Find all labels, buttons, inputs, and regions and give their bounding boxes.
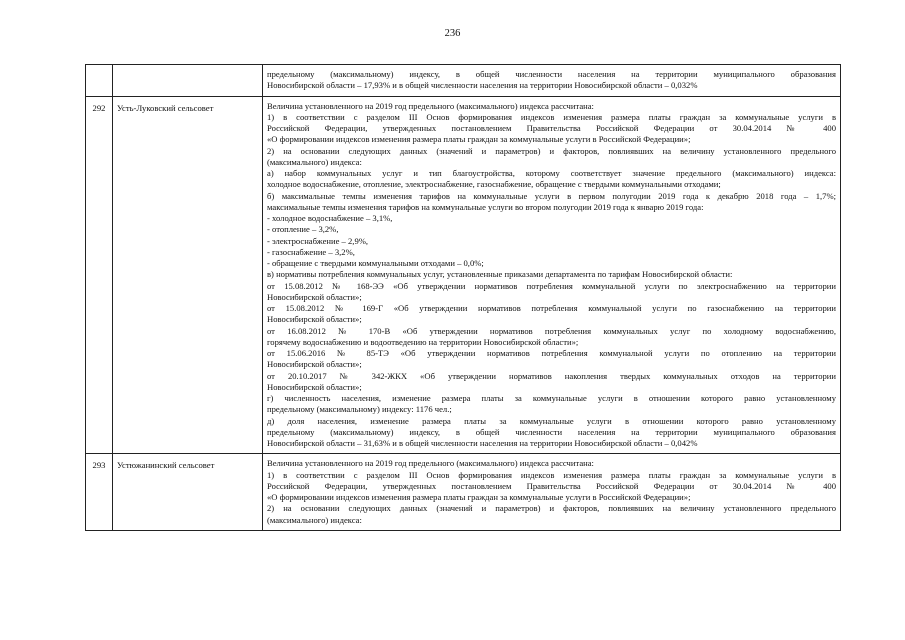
settlement-name-cell xyxy=(113,65,263,97)
index-description-cell xyxy=(263,65,841,97)
text-line: «О формировании индексов изменения размера платы граждан за коммунальные услуги в Российской Федерации»; xyxy=(267,492,691,502)
text-line: Новосибирской области»; xyxy=(267,359,362,370)
index-description-cell xyxy=(263,96,841,454)
settlement-name-cell: Устюжанинский сельсовет xyxy=(113,454,263,531)
text-line: Российской Федерации, утвержденных постановлением Правительства Российской Федерации от 30.04.2014 № 400 xyxy=(267,123,836,133)
text-line: Новосибирской области»; xyxy=(267,314,362,325)
text-line: (максимального) индекса: xyxy=(267,514,362,525)
text-line: Величина установленного на 2019 год предельного (максимального) индекса рассчитана: xyxy=(267,100,594,111)
text-line: предельному (максимальному) индексу: 1176 чел.; xyxy=(267,404,452,415)
text-line: «О формировании индексов изменения размера платы граждан за коммунальные услуги в Российской Федерации»; xyxy=(267,134,691,145)
text-line: Новосибирской области»; xyxy=(267,381,362,392)
index-description-cell xyxy=(263,454,841,531)
text-line: - электроснабжение – 2,9%, xyxy=(267,235,369,246)
text-line: от 15.08.2012 № 168-ЭЭ «Об утверждении нормативов потребления коммунальной услуги по электроснабжению на территории xyxy=(267,280,836,291)
text-line: Величина установленного на 2019 год предельного (максимального) индекса рассчитана: xyxy=(267,458,594,469)
text-line: - обращение с твердыми коммунальными отходами – 0,0%; xyxy=(267,258,484,268)
text-line: от 16.08.2012 № 170-В «Об утверждении нормативов потребления коммунальных услуг по холодному водоснабжению, xyxy=(267,325,836,336)
table-row xyxy=(86,65,841,97)
text-line: от 15.08.2012 № 169-Г «Об утверждении нормативов потребления коммунальной услуги по газоснабжению на территории xyxy=(267,303,836,313)
text-line: - газоснабжение – 3,2%, xyxy=(267,246,355,257)
text-line: - отопление – 3,2%, xyxy=(267,224,339,235)
text-line: Российской Федерации, утвержденных постановлением Правительства Российской Федерации от 30.04.2014 № 400 xyxy=(267,480,836,491)
text-line: предельному (максимальному) индексу, в общей численности населения на территории муниципального образования xyxy=(267,426,836,437)
text-line: от 20.10.2017 № 342-ЖКХ «Об утверждении нормативов накопления твердых коммунальных отходов на территории xyxy=(267,370,836,381)
text-line: (максимального) индекса: xyxy=(267,156,362,167)
table-row xyxy=(86,454,841,531)
text-line: холодное водоснабжение, отопление, электроснабжение, газоснабжение, обращение с твердыми коммунальными отходами; xyxy=(267,179,721,190)
text-line: а) набор коммунальных услуг и тип благоустройства, которому соответствует значение предельного (максимального) индекса: xyxy=(267,168,836,178)
row-number-cell: 292 xyxy=(86,96,113,454)
table-row xyxy=(86,96,841,454)
page-number: 236 xyxy=(444,28,461,39)
text-line: б) максимальные темпы изменения тарифов на коммунальные услуги в первом полугодии 2019 года к декабрю 2018 года – 1,7%; xyxy=(267,190,836,201)
text-line: предельному (максимальному) индексу, в общей численности населения на территории муниципального образования xyxy=(267,69,836,79)
text-line: - холодное водоснабжение – 3,1%, xyxy=(267,213,393,223)
settlement-name-cell: Усть-Луковский сельсовет xyxy=(113,96,263,454)
tariff-index-table xyxy=(85,64,841,531)
text-line: от 15.06.2016 № 85-ТЭ «Об утверждении нормативов потребления коммунальной услуги по отоплению на территории xyxy=(267,348,836,358)
text-line: Новосибирской области»; xyxy=(267,291,362,302)
table-body xyxy=(86,65,841,531)
text-line: 1) в соответствии с разделом III Основ формирования индексов изменения размера платы граждан за коммунальные услуги в xyxy=(267,469,836,480)
text-line: д) доля населения, изменение размера платы за коммунальные услуги в отношении которого равно установленному xyxy=(267,415,836,426)
row-number-cell: 293 xyxy=(86,454,113,531)
text-line: горячему водоснабжению и водоотведению на территории Новосибирской области»; xyxy=(267,336,579,347)
text-line: максимальные темпы изменения тарифов на коммунальные услуги во втором полугодии 2019 года к январю 2019 года: xyxy=(267,201,704,212)
text-line: 1) в соответствии с разделом III Основ формирования индексов изменения размера платы граждан за коммунальные услуги в xyxy=(267,111,836,122)
text-line: 2) на основании следующих данных (значений и параметров) и факторов, повлиявших на величину установленного предельного xyxy=(267,503,836,514)
text-line: Новосибирской области – 31,63% и в общей численности населения на территории Новосибирской области – 0,042% xyxy=(267,438,698,448)
text-line: Новосибирской области – 17,93% и в общей численности населения на территории Новосибирской области – 0,032% xyxy=(267,80,698,91)
text-line: в) нормативы потребления коммунальных услуг, установленные приказами департамента по тарифам Новосибирской области: xyxy=(267,269,733,280)
text-line: г) численность населения, изменение размера платы за коммунальные услуги в отношении которого равно установленному xyxy=(267,393,836,403)
row-number-cell xyxy=(86,65,113,97)
text-line: 2) на основании следующих данных (значений и параметров) и факторов, повлиявших на величину установленного предельного xyxy=(267,145,836,156)
